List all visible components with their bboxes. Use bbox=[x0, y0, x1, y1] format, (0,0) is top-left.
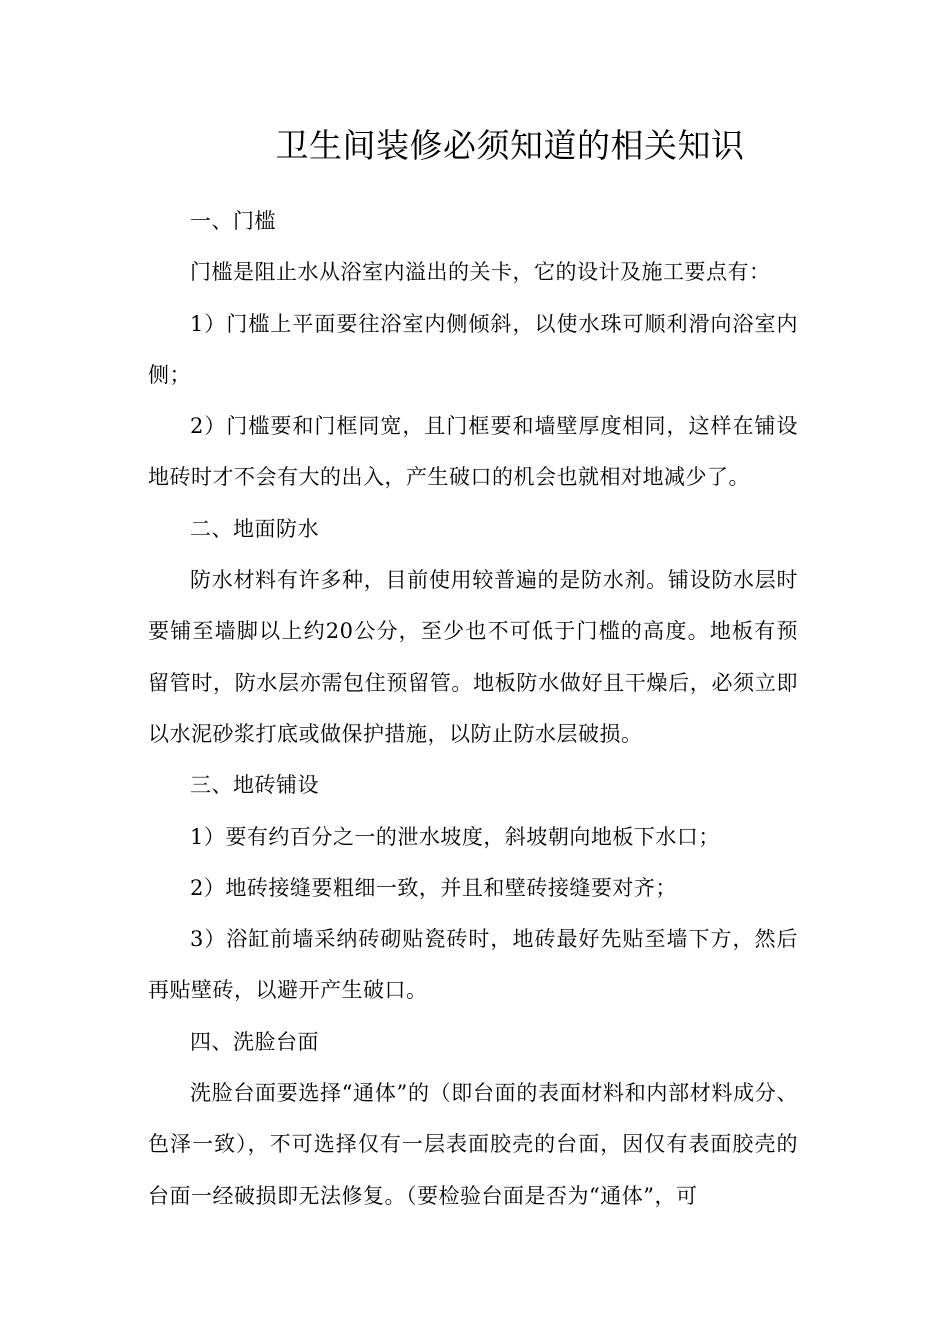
paragraph-threshold-point-2: 2）门槛要和门框同宽，且门框要和墙壁厚度相同，这样在铺设地砖时才不会有大的出入，产生破口的机会也就相对地减少了。 bbox=[148, 414, 798, 490]
section-heading-vanity-top: 四、洗脸台面 bbox=[190, 1029, 319, 1054]
section-heading-threshold: 一、门槛 bbox=[190, 209, 276, 233]
paragraph-tiles-point-3: 3）浴缸前墙采纳砖砌贴瓷砖时，地砖最好先贴至墙下方，然后再贴壁砖，以避开产生破口。 bbox=[148, 927, 798, 1003]
paragraph-tiles-point-2: 2）地砖接缝要粗细一致，并且和壁砖接缝要对齐； bbox=[190, 875, 677, 900]
paragraph-vanity-top: 洗脸台面要选择“通体”的（即台面的表面材料和内部材料成分、色泽一致），不可选择仅有一层表面胶壳的台面，因仅有表面胶壳的台面一经破损即无法修复。（要检验台面是否为“通体”，可 bbox=[148, 1081, 798, 1208]
document-body bbox=[148, 196, 798, 1222]
paragraph-waterproofing: 防水材料有许多种，目前使用较普遍的是防水剂。铺设防水层时要铺至墙脚以上约20公分，至少也不可低于门槛的高度。地板有预留管时，防水层亦需包住预留管。地板防水做好且干燥后，必须立即以水泥砂浆打底或做保护措施，以防止防水层破损。 bbox=[148, 568, 798, 746]
section-heading-floor-waterproofing: 二、地面防水 bbox=[190, 516, 319, 541]
document-title: 卫生间装修必须知道的相关知识 bbox=[275, 126, 745, 165]
paragraph-tiles-point-1: 1）要有约百分之一的泄水坡度，斜坡朝向地板下水口； bbox=[190, 824, 720, 849]
section-heading-floor-tiles: 三、地砖铺设 bbox=[190, 773, 319, 798]
paragraph-threshold-point-1: 1）门槛上平面要往浴室内侧倾斜，以使水珠可顺利滑向浴室内侧； bbox=[148, 311, 798, 387]
paragraph-threshold-intro: 门槛是阻止水从浴室内溢出的关卡，它的设计及施工要点有： bbox=[190, 260, 771, 285]
